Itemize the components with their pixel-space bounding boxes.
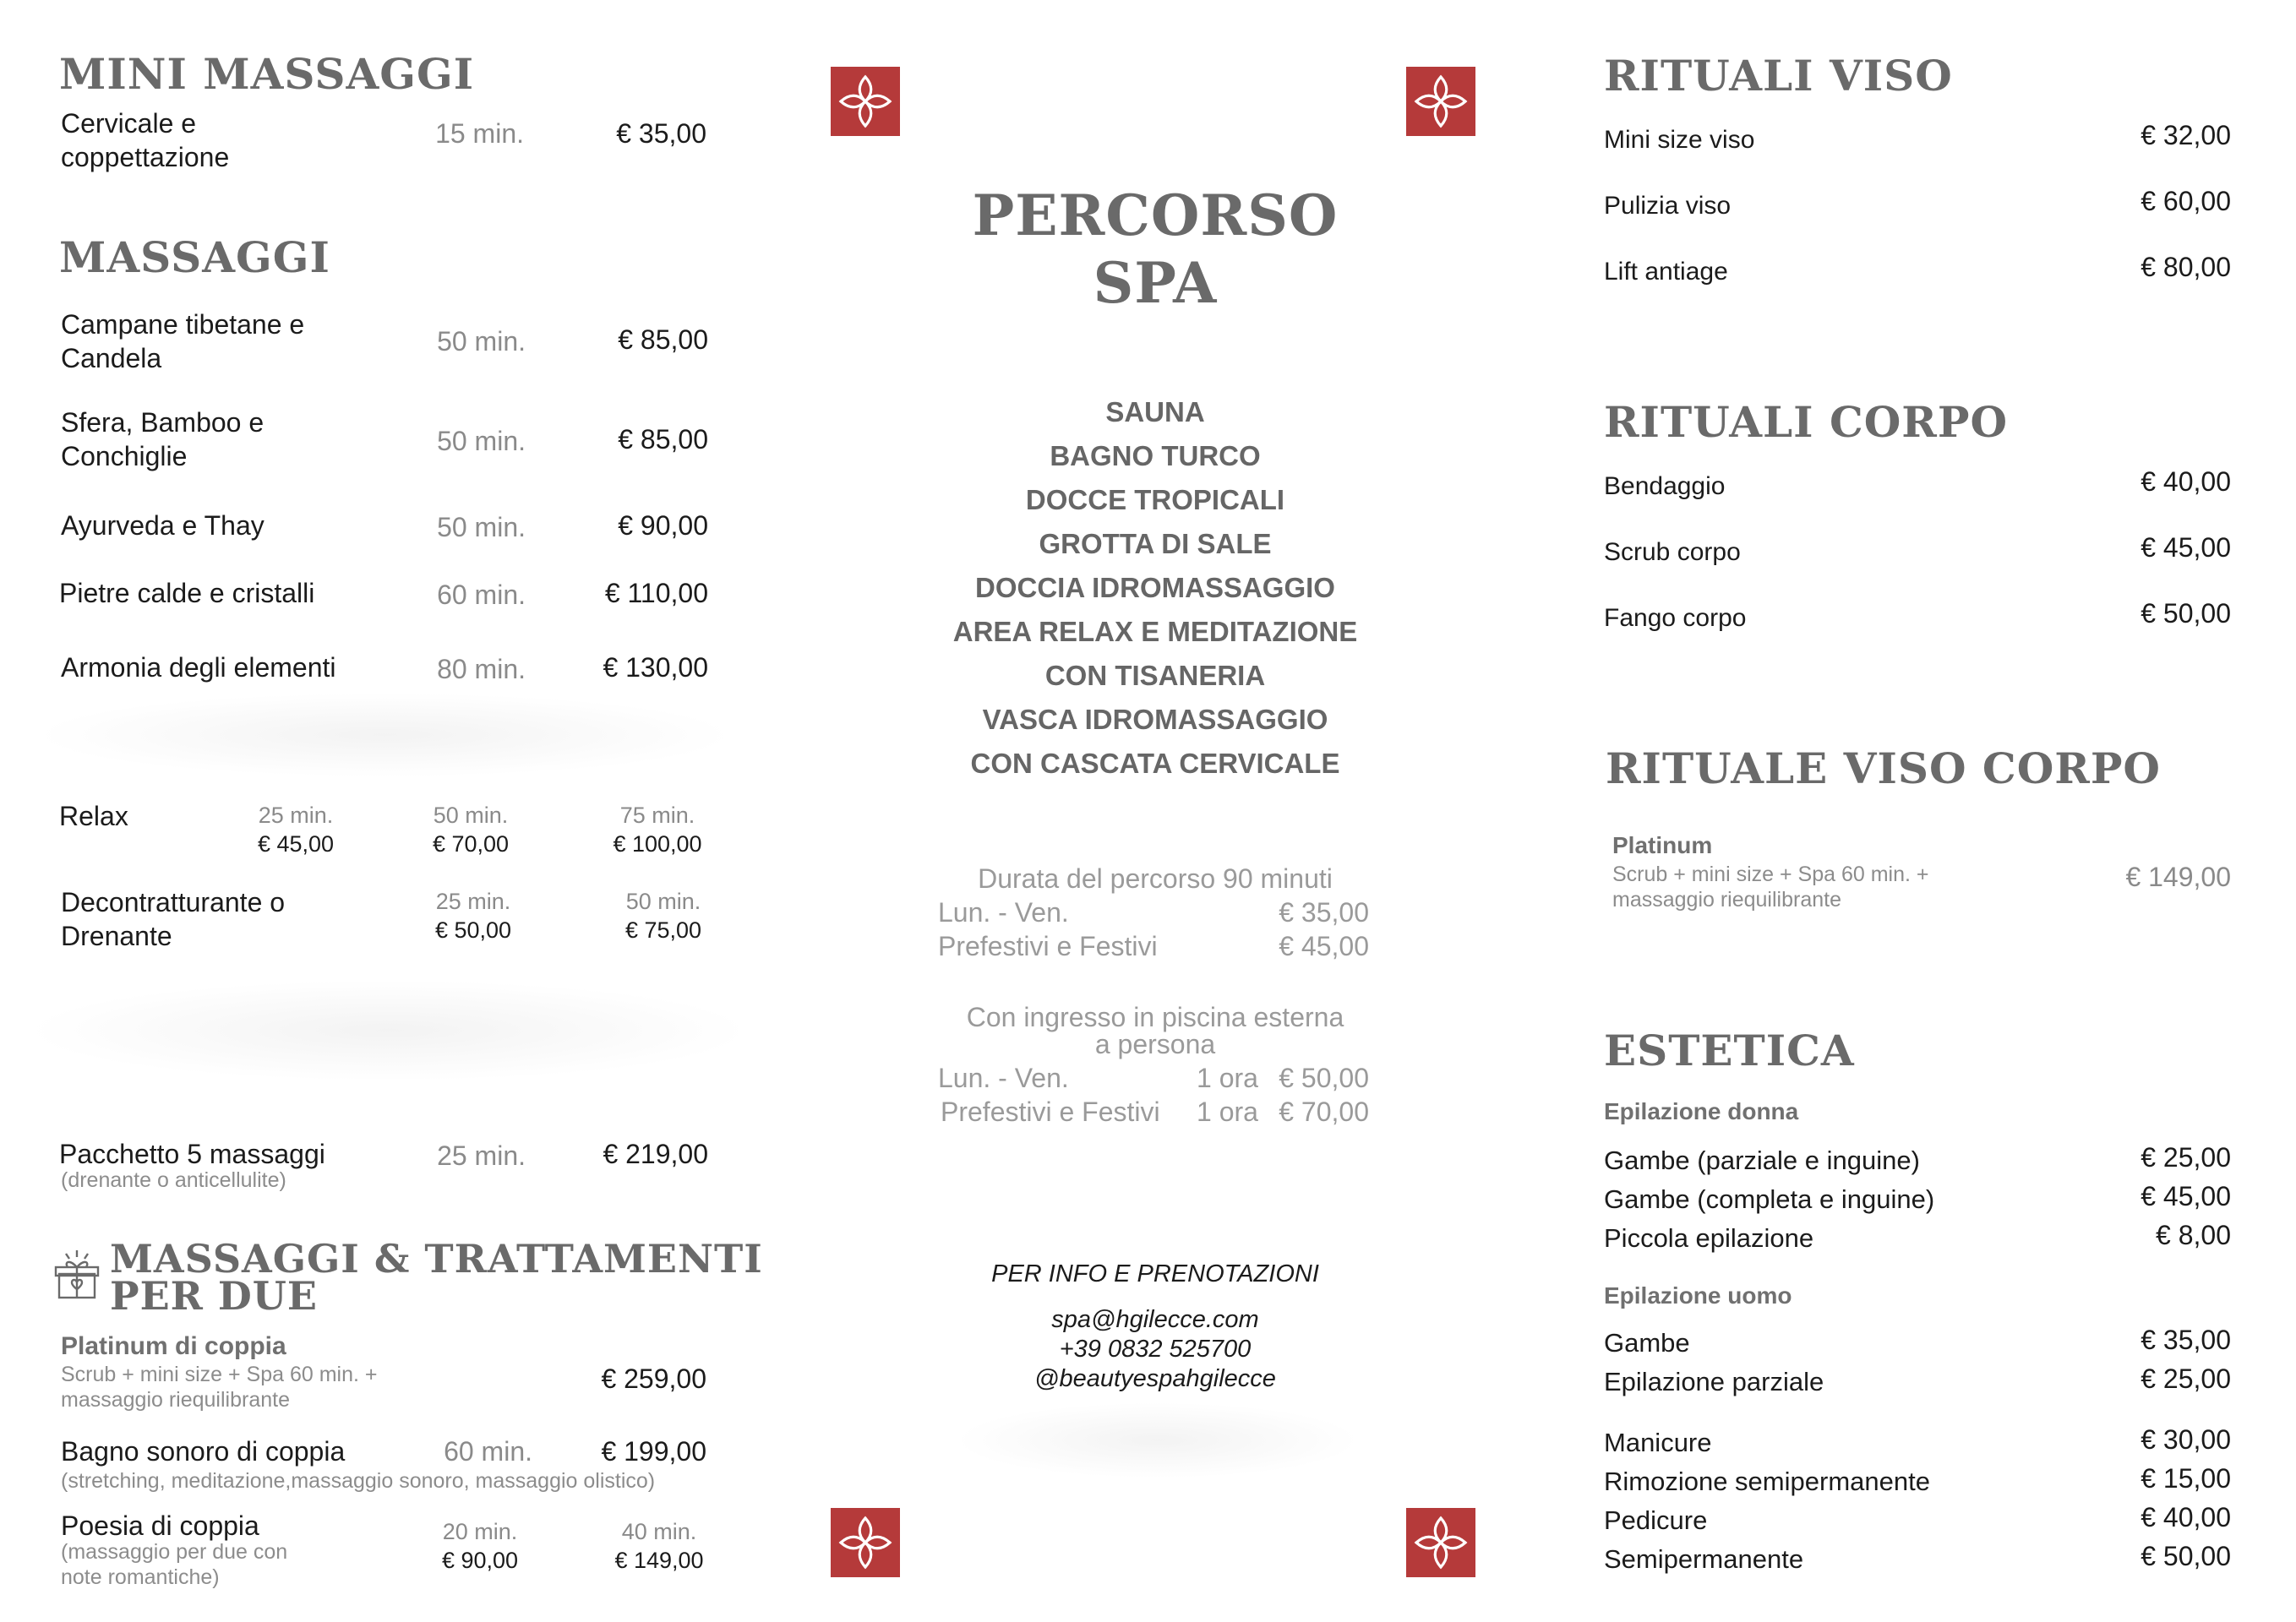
estetica-price: € 15,00 — [2141, 1463, 2231, 1494]
mini-massaggi-title: MINI MASSAGGI — [59, 49, 475, 99]
massaggio-duration: 50 min. — [437, 326, 526, 357]
rituali-viso-title: RITUALI VISO — [1604, 51, 1953, 101]
relax-option: 75 min. € 100,00 — [613, 803, 702, 857]
epilazione-uomo-title: Epilazione uomo — [1604, 1282, 1792, 1309]
rituali-corpo-title: RITUALI CORPO — [1604, 397, 2009, 447]
bagno-sonoro-price: € 199,00 — [601, 1436, 706, 1467]
rituale-platinum-price: € 149,00 — [2125, 862, 2231, 892]
estetica-price: € 25,00 — [2141, 1142, 2231, 1173]
bagno-sonoro-duration: 60 min. — [444, 1436, 532, 1467]
piscina-lun-ven-label: Lun. - Ven. — [938, 1063, 1069, 1093]
estetica-item: Epilazione parziale — [1604, 1367, 1824, 1396]
poesia-coppia-name: Poesia di coppia — [61, 1510, 259, 1541]
spa-item: VASCA IDROMASSAGGIO — [982, 704, 1328, 735]
massaggio-name: Campane tibetane e Candela — [61, 309, 305, 373]
rituali-viso-item: Pulizia viso — [1604, 192, 1732, 220]
massaggio-duration: 50 min. — [437, 426, 526, 456]
piscina-lun-ven-duration: 1 ora — [1197, 1063, 1258, 1093]
rituale-platinum-name: Platinum — [1612, 832, 1713, 858]
rituali-corpo-item: Fango corpo — [1604, 604, 1747, 632]
massaggio-price: € 110,00 — [604, 578, 708, 608]
piscina-lun-ven-price: € 50,00 — [1279, 1063, 1369, 1093]
rituali-viso-price: € 80,00 — [2141, 252, 2231, 282]
platinum-coppia-desc: Scrub + mini size + Spa 60 min. + massaggio riequilibrante — [61, 1363, 378, 1412]
relax-name: Relax — [59, 801, 128, 831]
spa-item: CON CASCATA CERVICALE — [970, 748, 1340, 779]
mini-massaggio-name: Cervicale e coppettazione — [61, 108, 230, 172]
massaggio-duration: 60 min. — [437, 580, 526, 610]
rituali-viso-item: Lift antiage — [1604, 258, 1728, 286]
faded-band — [34, 693, 735, 777]
mini-massaggio-price: € 35,00 — [616, 118, 706, 149]
hotel-lotus-logo-icon — [1406, 1508, 1475, 1577]
spa-item: GROTTA DI SALE — [1039, 528, 1272, 559]
bagno-sonoro-name: Bagno sonoro di coppia — [61, 1436, 346, 1467]
piscina-title: Con ingresso in piscina esterna a persona — [966, 1002, 1344, 1059]
massaggio-name: Ayurveda e Thay — [61, 510, 265, 541]
estetica-item: Gambe — [1604, 1328, 1690, 1358]
spa-item: SAUNA — [1105, 396, 1205, 427]
rituali-viso-price: € 32,00 — [2141, 120, 2231, 150]
spa-item: AREA RELAX E MEDITAZIONE — [952, 616, 1358, 647]
poesia-coppia-note: (massaggio per due con note romantiche) — [61, 1540, 288, 1589]
massaggio-price: € 85,00 — [618, 424, 708, 454]
pacchetto-duration: 25 min. — [437, 1140, 526, 1171]
pacchetto-price: € 219,00 — [603, 1139, 708, 1169]
info-email[interactable]: spa@hgilecce.com — [1051, 1306, 1259, 1333]
lun-ven-price: € 35,00 — [1279, 897, 1369, 928]
pacchetto-note: (drenante o anticellulite) — [61, 1168, 286, 1192]
estetica-price: € 40,00 — [2141, 1502, 2231, 1532]
rituali-corpo-price: € 45,00 — [2141, 532, 2231, 563]
massaggio-name: Pietre calde e cristalli — [59, 578, 315, 608]
rituali-viso-item: Mini size viso — [1604, 126, 1755, 154]
piscina-festivi-label: Prefestivi e Festivi — [941, 1097, 1160, 1127]
info-social[interactable]: @beautyespahgilecce — [1034, 1365, 1276, 1392]
massaggio-duration: 50 min. — [437, 512, 526, 542]
poesia-option: 20 min. € 90,00 — [441, 1519, 519, 1573]
hotel-lotus-logo-icon — [1406, 67, 1475, 136]
epilazione-donna-title: Epilazione donna — [1604, 1098, 1799, 1124]
estetica-item: Gambe (completa e inguine) — [1604, 1184, 1935, 1214]
gift-icon — [52, 1249, 101, 1303]
estetica-item: Piccola epilazione — [1604, 1223, 1814, 1253]
poesia-option: 40 min. € 149,00 — [614, 1519, 704, 1573]
rituali-corpo-price: € 40,00 — [2141, 466, 2231, 497]
decontratturante-option: 50 min. € 75,00 — [624, 889, 702, 943]
mini-massaggio-duration: 15 min. — [435, 118, 524, 149]
massaggio-name: Armonia degli elementi — [61, 652, 336, 683]
rituali-corpo-item: Scrub corpo — [1604, 538, 1741, 566]
rituali-corpo-item: Bendaggio — [1604, 472, 1726, 500]
hotel-lotus-logo-icon — [831, 1508, 900, 1577]
hotel-lotus-logo-icon — [831, 67, 900, 136]
platinum-coppia-name: Platinum di coppia — [61, 1332, 286, 1360]
festivi-price: € 45,00 — [1279, 931, 1369, 961]
festivi-label: Prefestivi e Festivi — [938, 931, 1158, 961]
info-phone[interactable]: +39 0832 525700 — [1059, 1336, 1252, 1363]
estetica-price: € 25,00 — [2141, 1363, 2231, 1394]
info-title: PER INFO E PRENOTAZIONI — [991, 1260, 1319, 1287]
estetica-title: ESTETICA — [1604, 1026, 1855, 1075]
rituali-corpo-price: € 50,00 — [2141, 598, 2231, 629]
estetica-item: Semipermanente — [1604, 1544, 1804, 1574]
massaggio-price: € 90,00 — [618, 510, 708, 541]
estetica-price: € 45,00 — [2141, 1181, 2231, 1211]
pacchetto-name: Pacchetto 5 massaggi — [59, 1139, 325, 1169]
estetica-item: Gambe (parziale e inguine) — [1604, 1146, 1920, 1175]
massaggio-duration: 80 min. — [437, 654, 526, 684]
rituale-viso-corpo-title: RITUALE VISO CORPO — [1606, 743, 2161, 793]
spa-item: DOCCIA IDROMASSAGGIO — [975, 572, 1335, 603]
rituale-platinum-desc: Scrub + mini size + Spa 60 min. + massaggio riequilibrante — [1612, 863, 1929, 912]
per-due-title: MASSAGGI & TRATTAMENTI PER DUE — [110, 1236, 763, 1319]
faded-band — [955, 1402, 1361, 1478]
piscina-festivi-duration: 1 ora — [1197, 1097, 1258, 1127]
massaggio-price: € 85,00 — [618, 324, 708, 355]
spa-item: BAGNO TURCO — [1050, 440, 1261, 471]
massaggi-title: MASSAGGI — [59, 232, 330, 282]
relax-option: 25 min. € 45,00 — [257, 803, 335, 857]
estetica-item: Rimozione semipermanente — [1604, 1467, 1930, 1496]
bagno-sonoro-note: (stretching, meditazione,massaggio sonoro, massaggio olistico) — [61, 1469, 656, 1493]
estetica-item: Manicure — [1604, 1428, 1712, 1457]
platinum-coppia-price: € 259,00 — [601, 1363, 706, 1394]
estetica-price: € 30,00 — [2141, 1424, 2231, 1455]
spa-item: DOCCE TROPICALI — [1025, 484, 1285, 515]
spa-item: CON TISANERIA — [1044, 660, 1266, 691]
estetica-price: € 50,00 — [2141, 1541, 2231, 1571]
decontratturante-name: Decontratturante o Drenante — [61, 887, 286, 951]
percorso-spa-title: PERCORSO SPA — [972, 182, 1339, 316]
decontratturante-option: 25 min. € 50,00 — [434, 889, 512, 943]
estetica-price: € 8,00 — [2156, 1220, 2231, 1250]
rituali-viso-price: € 60,00 — [2141, 186, 2231, 216]
durata-percorso: Durata del percorso 90 minuti — [978, 863, 1333, 894]
relax-option: 50 min. € 70,00 — [432, 803, 510, 857]
lun-ven-label: Lun. - Ven. — [938, 897, 1069, 928]
estetica-item: Pedicure — [1604, 1505, 1708, 1535]
massaggio-price: € 130,00 — [603, 652, 708, 683]
piscina-festivi-price: € 70,00 — [1279, 1097, 1369, 1127]
faded-band — [25, 980, 752, 1081]
estetica-price: € 35,00 — [2141, 1325, 2231, 1355]
massaggio-name: Sfera, Bamboo e Conchiglie — [61, 407, 265, 471]
